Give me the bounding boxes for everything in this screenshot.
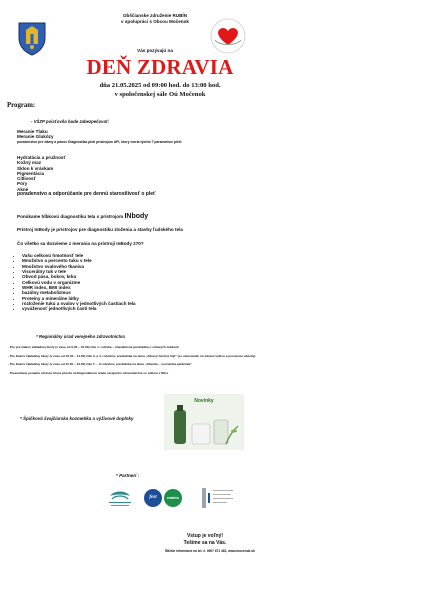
partners-heading: * Partneri :	[116, 473, 140, 478]
skin-item: Sklon k vráskam	[17, 165, 54, 171]
product-image	[164, 394, 244, 450]
skin-advice: poradenstvo a odporúčanie pre dennú starostlivosť o pleť	[17, 191, 156, 198]
footer-message	[90, 533, 320, 547]
measure-item: Meranie Tlaku	[17, 129, 48, 134]
list-item: • bazálny metabolizmus	[22, 290, 136, 295]
event-title: DEŇ ZDRAVIA	[86, 55, 234, 79]
measure-block	[17, 129, 182, 145]
footer-free-entry: Vstup je voľný!	[186, 533, 224, 539]
skin-item: Akné	[17, 186, 29, 192]
regional-notes	[8, 345, 308, 379]
invite-text: Vás pozývajú na	[137, 48, 173, 53]
list-item: • Proteíny a minerálne látky	[22, 296, 136, 301]
footer-welcome: Tešíme sa na Vás.	[183, 540, 227, 546]
list-item: • Viscerálny tuk v tele	[22, 269, 136, 274]
product-label: Novinky	[194, 398, 214, 404]
list-item: • rozloženie tuku a svalov v jednotlivých častiach tela	[22, 301, 136, 306]
list-item: • WHR index, BMI index	[22, 285, 136, 290]
partner-logo-ruvz-icon	[106, 488, 134, 510]
event-date: dňa 21.05.2025 od 09:00 hod. do 13:00 hod.	[99, 82, 221, 89]
skin-item: Kožný maz	[17, 160, 41, 166]
partner-logo-vszp-icon	[200, 485, 236, 511]
inbody-description: Prístroj InBody je prístrojov pre diagnostiku zloženia a stavby ľudského tela	[17, 227, 183, 232]
list-item: • Obvod pása, bokov, krku	[22, 274, 136, 279]
inbody-question: Čo všetko sa dozvieme z merania na prístroji InBody 270?	[17, 241, 144, 246]
regional-note: - Prezentácia poradne zdravia, ktorá pôsobí na Regionálnom úrade verejného zdravotníctva so sídlom v Nitre	[8, 370, 169, 375]
regional-heading: * Regionálny úrad verejného zdravotníctva	[36, 334, 125, 339]
regional-note: - Pre žiakov základnej školy (v čase od 10,00 – 11,00) čiže 3. a 4. ročníkov, prednáška na tému „Zdravý životný štýl" (so zameraním na zdravú výživu a prevenciu obezity)	[8, 353, 256, 358]
cosmetics-text: * Špičková švajčiarska kozmetika a výživové doplnky	[20, 416, 134, 421]
partner-logo-fest: fest	[144, 489, 162, 507]
measure-item: Meranie Glukózy	[17, 134, 54, 140]
skin-item: Citlivosť	[17, 176, 36, 182]
skin-item: Pigmentácia	[17, 170, 45, 176]
coat-of-arms-icon	[17, 20, 47, 56]
list-item: • Množstvo svalového tkaniva	[22, 264, 136, 269]
list-item: • vyváženosť jednotlivých častí tela	[22, 306, 136, 311]
measure-note: poradenstvo pre dámy a pánov Diagnostika pleti prístrojom API, ktorý meria týchto 7 parametrov pleti:	[17, 139, 182, 144]
regional-note: - Pre pre žiakov základnej školy (v čase od 9,00 – 10,00) čiže 1. ročníka – interaktívna prednáška o zdravých zubkoch	[8, 345, 180, 349]
regional-note: - Pre žiakov základnej školy (v čase od 11,00 – 12,00) čiže 7. – 9 ročníkov, prednáška na tému „Obezita – novodobá epidémia"	[8, 362, 192, 367]
skin-block	[17, 155, 155, 197]
list-item: • Množstvo a percento tuku v tele	[22, 258, 136, 263]
inbody-results-list	[13, 253, 136, 312]
skin-item: Hydratácia a pružnosť	[17, 155, 66, 160]
vszp-heading: - VŠZP poisťovňa bude zabezpečovať:	[31, 119, 110, 124]
organizer-line-2: v spolupráci s Obcou Močenok	[121, 19, 189, 24]
event-details	[60, 81, 260, 99]
event-place: v spoločenskej sále Oú Močenok	[114, 91, 206, 98]
skin-item: Póry	[17, 181, 28, 187]
inbody-offer-text: Ponúkame hĺbkovú diagnostiku tela s prístrojom	[17, 214, 124, 219]
partner-logo-natelo: natelo	[164, 489, 182, 507]
organizer-line-1: Obščianske združenie RUBÍN	[122, 13, 188, 18]
program-heading: Program:	[7, 102, 36, 109]
list-item: • Vašu celkovú hmotnosť tele	[22, 253, 136, 258]
footer-contact: Bližšie informácie na tel. č. 0907 671 461, www.mocenok.sk	[165, 549, 255, 553]
inbody-brand: INbody	[124, 213, 149, 220]
products-icon	[164, 404, 244, 450]
list-item: • Celkovú vodu v organizme	[22, 280, 136, 285]
inbody-offer	[17, 213, 148, 220]
